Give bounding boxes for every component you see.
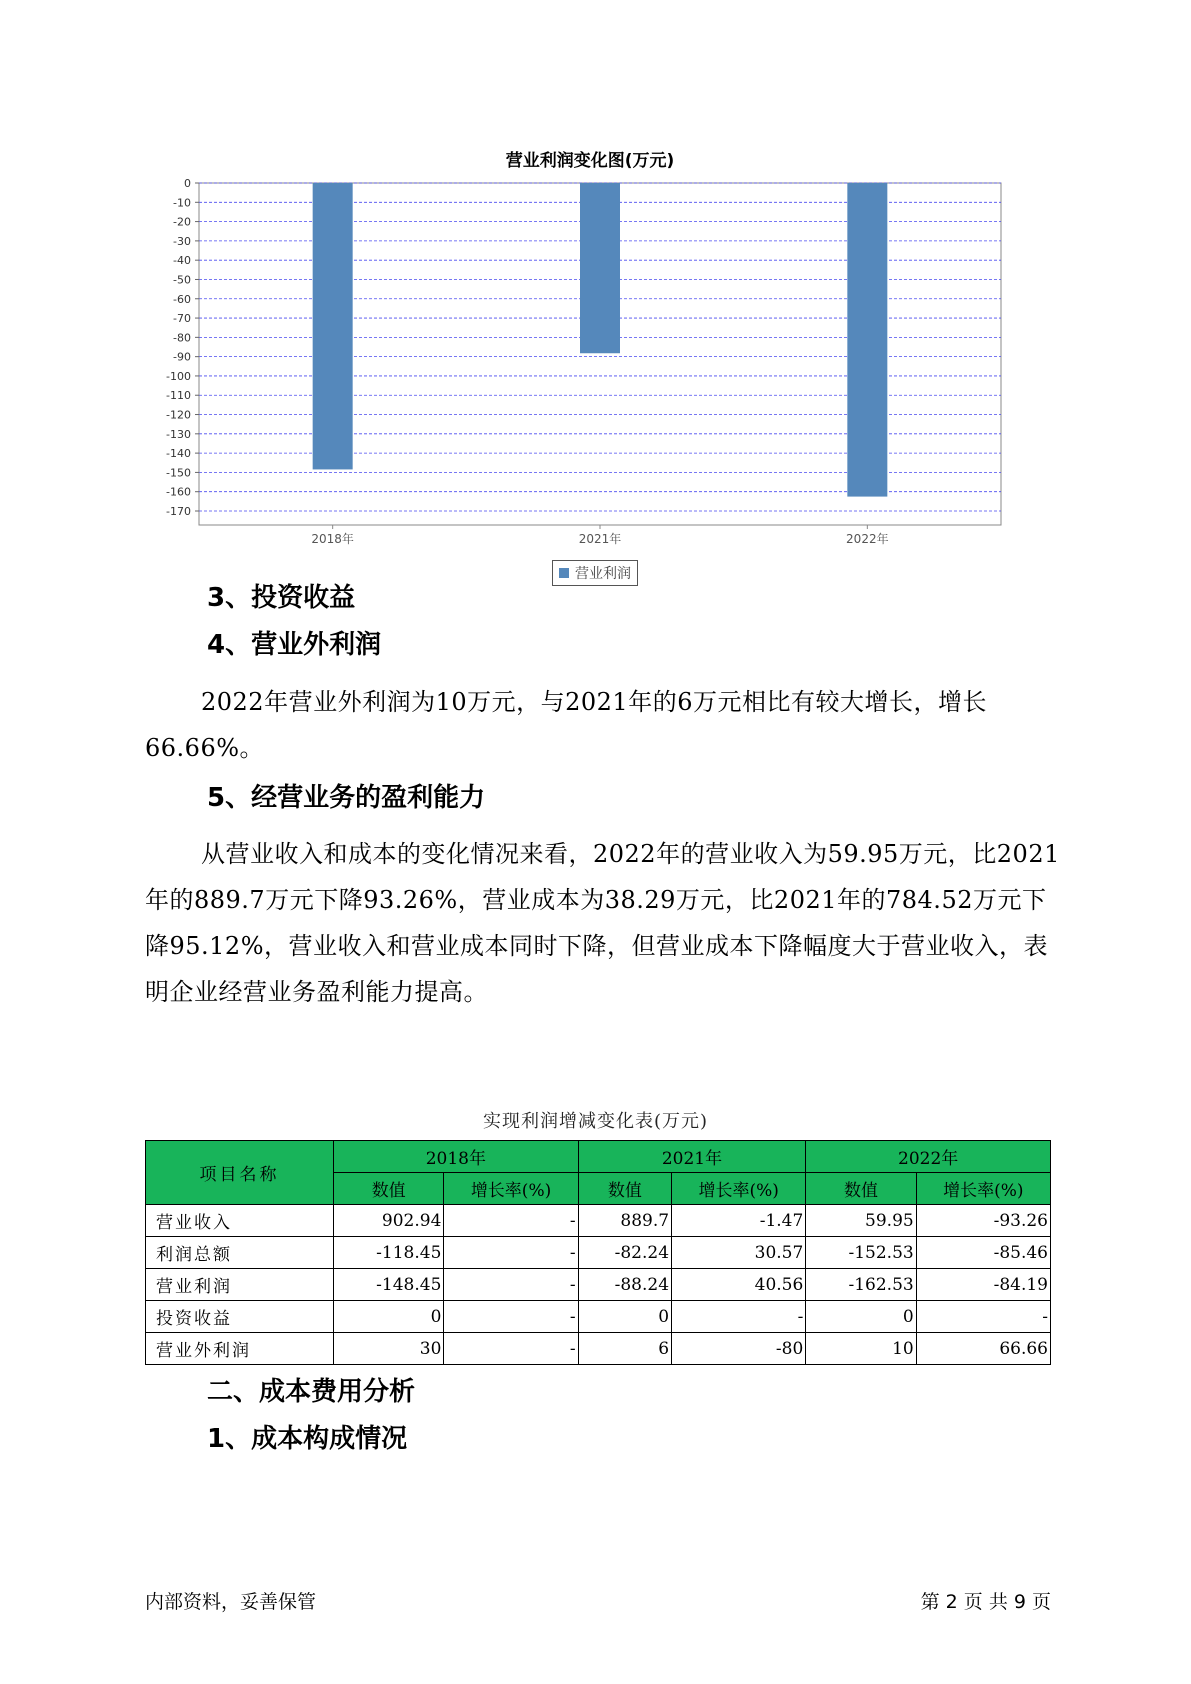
table-cell-item-name: 营业外利润 (146, 1333, 334, 1365)
profit-change-table (145, 1140, 1051, 1365)
table-cell-item-name: 营业利润 (146, 1269, 334, 1301)
y-tick-label: -110 (166, 389, 191, 403)
table-subheader-value: 数值 (578, 1173, 671, 1205)
table-cell-value: -152.53 (806, 1237, 916, 1269)
table-row (146, 1269, 1051, 1301)
table-cell-growth: 66.66 (916, 1333, 1050, 1365)
table-cell-growth: -85.46 (916, 1237, 1050, 1269)
y-tick-label: -20 (173, 215, 191, 229)
table-cell-value: 6 (578, 1333, 671, 1365)
y-tick-label: -170 (166, 505, 191, 518)
table-cell-value: 30 (334, 1333, 444, 1365)
footer-confidential-note: 内部资料，妥善保管 (145, 1591, 317, 1613)
y-tick-label: -80 (173, 331, 191, 345)
y-tick-label: -60 (173, 292, 191, 306)
x-tick-label: 2021年 (578, 532, 622, 546)
table-cell-value: -148.45 (334, 1269, 444, 1301)
table-cell-growth: - (916, 1301, 1050, 1333)
y-tick-label: -10 (173, 196, 191, 210)
table-cell-growth: - (444, 1237, 578, 1269)
y-tick-label: -50 (173, 273, 191, 287)
legend-swatch (559, 568, 569, 578)
table-cell-value: 0 (806, 1301, 916, 1333)
heading-profitability: 5、经营业务的盈利能力 (207, 783, 486, 813)
table-row (146, 1333, 1051, 1365)
table-subheader-growth: 增长率(%) (444, 1173, 578, 1205)
x-tick-label: 2018年 (311, 532, 354, 546)
table-cell-item-name: 营业收入 (146, 1205, 334, 1237)
table-cell-growth: - (444, 1301, 578, 1333)
table-cell-value: -82.24 (578, 1237, 671, 1269)
table-cell-growth: 40.56 (672, 1269, 806, 1301)
legend-label: 营业利润 (575, 566, 631, 582)
paragraph-profitability: 从营业收入和成本的变化情况来看，2022年的营业收入为59.95万元，比2021年的889.7万元下降93.26%，营业成本为38.29万元，比2021年的784.52万元下降95.12%，营业收入和营业成本同时下降，但营业成本下降幅度大于营业收入，表明企业经营业务盈利能力提高。 (145, 840, 1060, 1006)
heading-cost-analysis: 二、成本费用分析 (207, 1377, 416, 1407)
table-cell-value: 59.95 (806, 1205, 916, 1237)
table-cell-item-name: 投资收益 (146, 1301, 334, 1333)
y-tick-label: -90 (173, 350, 191, 364)
table-cell-growth: -93.26 (916, 1205, 1050, 1237)
table-cell-growth: - (444, 1333, 578, 1365)
table-cell-growth: - (444, 1205, 578, 1237)
table-title: 实现利润增减变化表(万元) (482, 1111, 709, 1132)
chart-legend (552, 560, 638, 586)
table-cell-growth: - (672, 1301, 806, 1333)
table-cell-growth: -1.47 (672, 1205, 806, 1237)
table-header-year: 2022年 (806, 1141, 1051, 1173)
table-cell-item-name: 利润总额 (146, 1237, 334, 1269)
y-tick-label: -30 (173, 234, 191, 248)
table-cell-value: -88.24 (578, 1269, 671, 1301)
table-cell-value: 10 (806, 1333, 916, 1365)
table-row (146, 1205, 1051, 1237)
table-cell-value: 0 (578, 1301, 671, 1333)
table-cell-value: -118.45 (334, 1237, 444, 1269)
y-tick-label: -150 (166, 466, 191, 480)
table-cell-value: -162.53 (806, 1269, 916, 1301)
heading-investment-income: 3、投资收益 (207, 583, 356, 613)
table-cell-value: 0 (334, 1301, 444, 1333)
bar-2022年 (847, 183, 887, 497)
x-tick-label: 2022年 (846, 532, 889, 546)
y-tick-label: -160 (166, 485, 191, 499)
chart-title: 营业利润变化图(万元) (505, 151, 675, 171)
heading-non-operating-profit: 4、营业外利润 (207, 630, 382, 660)
table-cell-growth: 30.57 (672, 1237, 806, 1269)
table-subheader-value: 数值 (806, 1173, 916, 1205)
table-subheader-growth: 增长率(%) (672, 1173, 806, 1205)
y-tick-label: -70 (173, 312, 191, 326)
profit-chart (150, 138, 1030, 593)
table-row (146, 1301, 1051, 1333)
table-header-name: 项目名称 (146, 1141, 334, 1205)
table-header-year: 2021年 (578, 1141, 806, 1173)
y-tick-label: -140 (166, 447, 191, 461)
table-cell-growth: - (444, 1269, 578, 1301)
table-header-year: 2018年 (334, 1141, 579, 1173)
table-row (146, 1237, 1051, 1269)
table-subheader-value: 数值 (334, 1173, 444, 1205)
table-body (146, 1205, 1051, 1365)
table-cell-value: 889.7 (578, 1205, 671, 1237)
y-tick-label: -100 (166, 369, 191, 383)
bar-2021年 (580, 183, 620, 353)
table-subheader-growth: 增长率(%) (916, 1173, 1050, 1205)
paragraph-non-operating-profit: 2022年营业外利润为10万元，与2021年的6万元相比有较大增长，增长66.66%。 (145, 688, 987, 762)
heading-cost-structure: 1、成本构成情况 (207, 1424, 408, 1454)
footer-page-number: 第 2 页 共 9 页 (920, 1591, 1051, 1613)
table-cell-value: 902.94 (334, 1205, 444, 1237)
y-tick-label: -120 (166, 408, 191, 422)
y-tick-label: -130 (166, 427, 191, 441)
table-cell-growth: -84.19 (916, 1269, 1050, 1301)
table-cell-growth: -80 (672, 1333, 806, 1365)
y-tick-label: -40 (173, 254, 191, 268)
chart-plot (150, 138, 1030, 558)
bar-2018年 (313, 183, 353, 469)
y-tick-label: 0 (184, 177, 191, 190)
